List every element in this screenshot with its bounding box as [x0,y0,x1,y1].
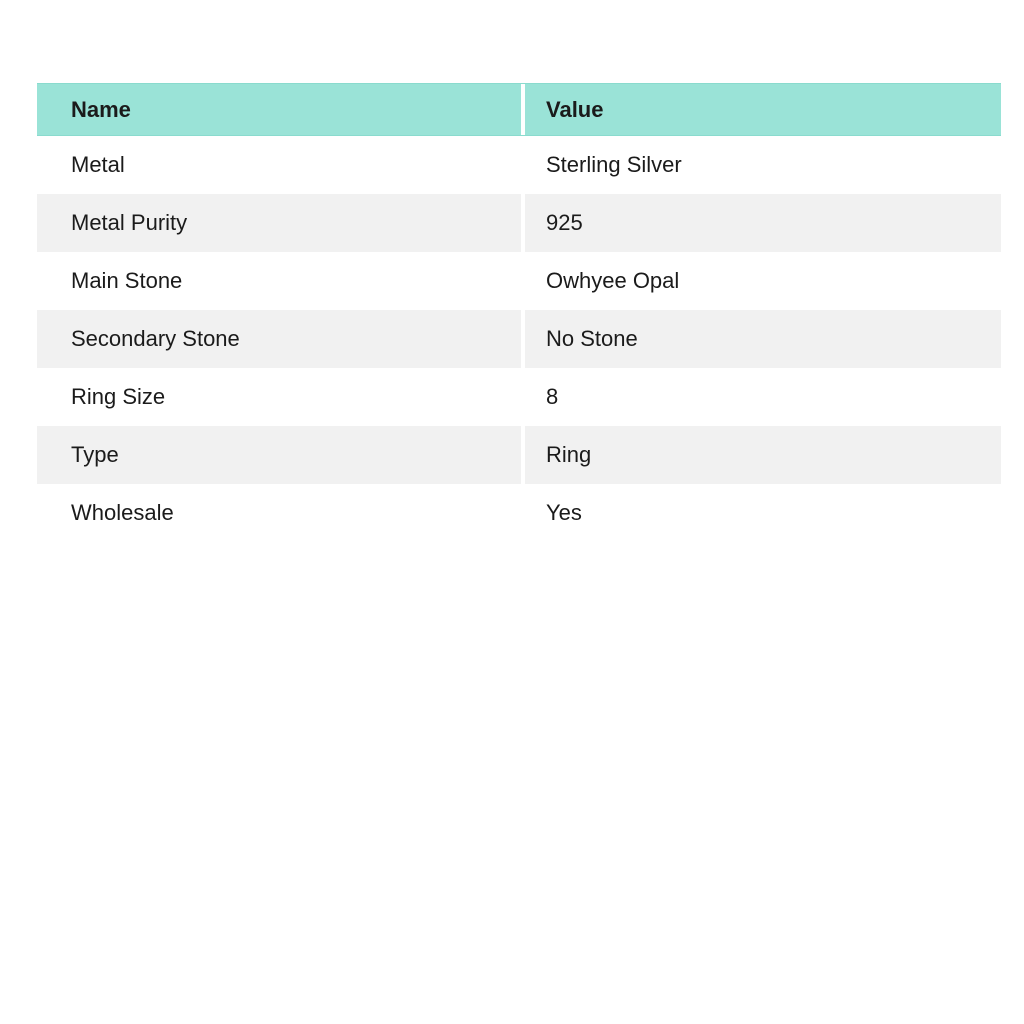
header-cell-value [521,84,1001,135]
spec-value: No Stone [546,326,638,351]
table-header-row [37,83,1001,136]
spec-name-cell [37,368,521,426]
spec-name-cell [37,194,521,252]
spec-name: Metal Purity [71,210,188,235]
spec-value-cell [521,368,1001,426]
header-value-label: Value [546,96,604,122]
table-row-metal [37,136,1001,194]
spec-name-cell [37,136,521,194]
spec-name: Metal [71,152,125,177]
table-row-main-stone [37,252,1001,310]
header-cell-name [37,84,521,135]
table-row-metal-purity [37,194,1001,252]
spec-value-cell [521,310,1001,368]
spec-name-cell [37,252,521,310]
spec-name-cell [37,426,521,484]
spec-value-cell [521,252,1001,310]
spec-value: 925 [546,210,583,235]
table-row-secondary-stone [37,310,1001,368]
table-row-type [37,426,1001,484]
spec-value: Ring [546,442,592,467]
product-specs-table [37,83,1001,542]
spec-name: Type [71,442,119,467]
spec-value: 8 [546,384,559,409]
spec-name-cell [37,484,521,542]
spec-name: Ring Size [71,384,166,409]
spec-value: Owhyee Opal [546,268,680,293]
spec-name-cell [37,310,521,368]
spec-value-cell [521,194,1001,252]
header-name-label: Name [71,96,131,122]
spec-value-cell [521,426,1001,484]
table-row-ring-size [37,368,1001,426]
spec-name: Main Stone [71,268,183,293]
spec-value: Sterling Silver [546,152,682,177]
spec-value-cell [521,484,1001,542]
spec-name: Wholesale [71,500,174,525]
table-row-wholesale [37,484,1001,542]
spec-value-cell [521,136,1001,194]
spec-value: Yes [546,500,582,525]
spec-name: Secondary Stone [71,326,240,351]
